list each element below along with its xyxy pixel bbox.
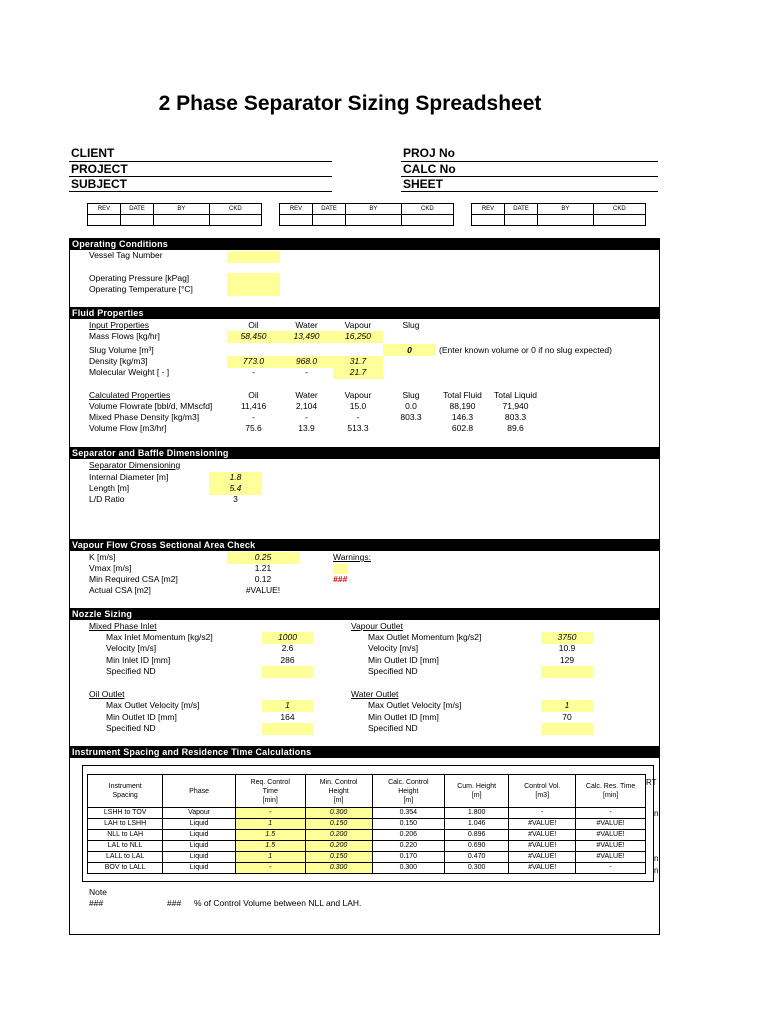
oil-outlet-heading: Oil Outlet (89, 689, 125, 699)
vessel-tag-input[interactable] (227, 251, 280, 263)
cell: 0.690 (445, 841, 509, 852)
calc-value: - (305, 412, 308, 422)
actual-csa-value: #VALUE! (245, 585, 281, 595)
cell: LALL to LAL (88, 852, 163, 863)
density-label: Density [kg/m3] (89, 356, 148, 366)
ld-ratio-value: 3 (233, 494, 238, 504)
cell: LAH to LSHH (88, 819, 163, 830)
cell: 0.354 (372, 808, 445, 819)
warning-cell-bg (333, 564, 348, 574)
cell: #VALUE! (509, 841, 576, 852)
max-inlet-label: Max Inlet Momentum [kg/s2] (106, 632, 213, 642)
vessel-tag-label: Vessel Tag Number (89, 250, 163, 260)
ckd-cell[interactable] (401, 215, 453, 226)
vapour-velocity-value: 10.9 (558, 643, 576, 653)
cell: #VALUE! (509, 830, 576, 841)
max-outlet-mom-label: Max Outlet Momentum [kg/s2] (368, 632, 482, 642)
cell: Liquid (163, 852, 236, 863)
water-outlet-heading: Water Outlet (351, 689, 399, 699)
min-csa-label: Min Required CSA [m2] (89, 574, 178, 584)
calc-value: 15.0 (349, 401, 367, 411)
mixed-velocity-label: Velocity [m/s] (106, 643, 157, 653)
cell: #VALUE! (509, 819, 576, 830)
rev-col: REV (472, 204, 505, 215)
cell: LAL to NLL (88, 841, 163, 852)
cell[interactable]: 0.200 (305, 830, 372, 841)
note-text: % of Control Volume between NLL and LAH. (194, 898, 362, 908)
th-phase: Phase (163, 775, 236, 808)
cell[interactable]: 1.5 (235, 830, 305, 841)
max-outlet-mom-value[interactable]: 3750 (557, 632, 577, 642)
client-label: CLIENT (71, 146, 115, 160)
mixed-specified-label: Specified ND (106, 666, 156, 676)
warning-value: ### (333, 574, 348, 584)
vmax-label: Vmax [m/s] (89, 563, 132, 573)
sheet-line (401, 191, 658, 192)
mw-oil: - (252, 367, 255, 377)
date-col: DATE (313, 204, 346, 215)
by-col: BY (346, 204, 402, 215)
col-water: Water (295, 320, 318, 330)
cell: #VALUE! (509, 863, 576, 874)
calc-value: 602.8 (451, 423, 474, 433)
calc-value: 88,190 (449, 401, 476, 411)
vmax-value: 1.21 (254, 563, 272, 573)
pressure-temperature-input[interactable] (227, 273, 280, 296)
max-inlet-value[interactable]: 1000 (278, 632, 297, 642)
calc-col-oil: Oil (248, 390, 259, 400)
cell: - (576, 863, 646, 874)
calc-value: 2,104 (295, 401, 318, 411)
water-min-outlet-label: Min Outlet ID [mm] (368, 712, 439, 722)
col-oil: Oil (248, 320, 259, 330)
cell: 0.170 (372, 852, 445, 863)
input-properties-heading: Input Properties (89, 320, 150, 330)
cell: - (509, 808, 576, 819)
rev-cell[interactable] (88, 215, 121, 226)
col-vapour: Vapour (344, 320, 372, 330)
vapour-min-outlet-value: 129 (559, 655, 575, 665)
cell: 0.470 (445, 852, 509, 863)
vapour-specified-input[interactable] (541, 666, 593, 678)
calc-value: 13.9 (298, 423, 315, 433)
ckd-col: CKD (209, 204, 261, 215)
actual-csa-label: Actual CSA [m2] (89, 585, 151, 595)
rev-col: REV (280, 204, 313, 215)
vapour-outlet-heading: Vapour Outlet (351, 621, 403, 631)
revision-table-3 (471, 203, 646, 226)
col-slug: Slug (402, 320, 420, 330)
density-water[interactable]: 968.0 (295, 356, 318, 366)
internal-diameter-label: Internal Diameter [m] (89, 472, 169, 482)
mass-flow-vapour[interactable]: 16,250 (345, 331, 371, 341)
calc-value: 803.3 (400, 412, 422, 422)
page-title: 2 Phase Separator Sizing Spreadsheet (158, 92, 542, 115)
note-a: ### (89, 898, 104, 908)
vapour-velocity-label: Velocity [m/s] (368, 643, 419, 653)
oil-min-outlet-value: 164 (280, 712, 295, 722)
table-row (88, 863, 646, 874)
note-label: Note (89, 887, 107, 897)
calc-col-slug: Slug (402, 390, 420, 400)
calc-col-vapour: Vapour (344, 390, 372, 400)
table-row (88, 830, 646, 841)
cell[interactable]: 0.300 (305, 863, 372, 874)
cell[interactable]: 0.150 (305, 819, 372, 830)
cell: BOV to LALL (88, 863, 163, 874)
mw-label: Molecular Weight [ - ] (89, 367, 170, 377)
table-row (88, 819, 646, 830)
calc-col-water: Water (295, 390, 318, 400)
calc-value: 803.3 (504, 412, 527, 422)
date-cell[interactable] (121, 215, 154, 226)
ld-ratio-label: L/D Ratio (89, 494, 125, 504)
min-csa-value: 0.12 (254, 574, 272, 584)
calc-value: 11,416 (240, 401, 267, 411)
section-operating-conditions: Operating Conditions (69, 238, 659, 250)
cell: Liquid (163, 863, 236, 874)
mass-flow-oil[interactable]: 58,450 (240, 331, 267, 341)
cell: NLL to LAH (88, 830, 163, 841)
table-row (88, 841, 646, 852)
temperature-label: Operating Temperature [°C] (89, 284, 193, 294)
cell: 0.300 (372, 863, 445, 874)
rev-cell[interactable] (472, 215, 505, 226)
calc-value: 146.3 (451, 412, 474, 422)
th-cum-height: Cum. Height [m] (445, 775, 509, 808)
cell: 1.800 (445, 808, 509, 819)
cell: 0.896 (445, 830, 509, 841)
cell: Liquid (163, 830, 236, 841)
mixed-velocity-value: 2.6 (281, 643, 294, 653)
calc-value: 0.0 (405, 401, 417, 411)
length-label: Length [m] (89, 483, 130, 493)
calc-value: 89.6 (507, 423, 524, 433)
th-control-vol: Control Vol. [m3] (509, 775, 576, 808)
oil-max-vel-value[interactable]: 1 (285, 700, 290, 710)
th-min-control-height: Min. Control Height [m] (305, 775, 372, 808)
oil-max-vel-label: Max Outlet Velocity [m/s] (106, 700, 200, 710)
proj-no-label: PROJ No (403, 146, 456, 160)
th-calc-control-height: Calc. Control Height [m] (372, 775, 445, 808)
vapour-min-outlet-label: Min Outlet ID [mm] (368, 655, 439, 665)
ckd-cell[interactable] (593, 215, 645, 226)
subject-label: SUBJECT (71, 177, 128, 191)
note-b: ### (167, 898, 182, 908)
clipped-text: RT (646, 778, 657, 787)
cell[interactable]: 1 (235, 852, 305, 863)
mw-vapour[interactable]: 21.7 (349, 367, 367, 377)
calc-no-label: CALC No (403, 162, 456, 176)
mw-water: - (305, 367, 308, 377)
calc-value: 513.3 (347, 423, 369, 433)
revision-table-1 (87, 203, 262, 226)
cell: 0.300 (445, 863, 509, 874)
by-col: BY (538, 204, 594, 215)
internal-diameter-value[interactable]: 1.8 (229, 472, 242, 482)
calc-value: - (252, 412, 255, 422)
rev-cell[interactable] (280, 215, 313, 226)
calc-value: 75.6 (245, 423, 262, 433)
by-cell[interactable] (154, 215, 210, 226)
table-row (88, 852, 646, 863)
clipped-mark: n (654, 866, 659, 875)
min-inlet-label: Min Inlet ID [mm] (106, 655, 171, 665)
cell[interactable]: - (235, 808, 305, 819)
k-value[interactable]: 0.25 (254, 552, 272, 562)
cell[interactable]: 0.200 (305, 841, 372, 852)
by-cell[interactable] (538, 215, 594, 226)
section-separator: Separator and Baffle Dimensioning (69, 447, 659, 459)
slug-volume-label: Slug Volume [m³] (89, 345, 154, 355)
th-instrument-spacing: Instrument Spacing (88, 775, 163, 808)
calc-value: - (356, 412, 360, 422)
instrument-table (87, 774, 646, 874)
clipped-mark: n (654, 854, 659, 863)
cell: #VALUE! (509, 852, 576, 863)
revision-table-2 (279, 203, 454, 226)
oil-specified-input[interactable] (262, 723, 313, 735)
volume-flow-label: Volume Flow [m3/hr] (89, 423, 167, 433)
section-fluid-properties: Fluid Properties (69, 307, 659, 319)
by-col: BY (154, 204, 210, 215)
cell: #VALUE! (576, 819, 646, 830)
cell: Liquid (163, 819, 236, 830)
water-max-vel-value[interactable]: 1 (564, 700, 570, 710)
subject-line (69, 191, 332, 192)
ckd-col: CKD (593, 204, 645, 215)
clipped-mark: n (654, 809, 659, 818)
rev-col: REV (88, 204, 121, 215)
separator-dimensioning-heading: Separator Dimensioning (89, 460, 181, 470)
table-row (88, 808, 646, 819)
oil-specified-label: Specified ND (106, 723, 156, 733)
cell: 0.150 (372, 819, 445, 830)
th-calc-res-time: Calc. Res. Time [min] (576, 775, 646, 808)
cell: 0.206 (372, 830, 445, 841)
date-cell[interactable] (505, 215, 538, 226)
project-label: PROJECT (71, 162, 128, 176)
cell: - (576, 808, 646, 819)
k-label: K [m/s] (89, 552, 116, 562)
calc-col-total-liquid: Total Liquid (493, 390, 537, 400)
cell[interactable]: - (235, 863, 305, 874)
cell: Liquid (163, 841, 236, 852)
cell: 1.046 (445, 819, 509, 830)
cell: #VALUE! (576, 841, 646, 852)
calc-value: 71,940 (502, 401, 529, 411)
cell[interactable]: 1 (235, 819, 305, 830)
vapour-specified-label: Specified ND (368, 666, 418, 676)
water-specified-label: Specified ND (368, 723, 418, 733)
water-min-outlet-value: 70 (562, 712, 572, 722)
sheet-label: SHEET (403, 177, 444, 191)
water-specified-input[interactable] (541, 723, 593, 735)
cell[interactable]: 1.5 (235, 841, 305, 852)
length-value[interactable]: 5.4 (229, 483, 242, 493)
th-req-control-time: Req. Control Time [min] (235, 775, 305, 808)
by-cell[interactable] (346, 215, 402, 226)
oil-min-outlet-label: Min Outlet ID [mm] (106, 712, 177, 722)
ckd-col: CKD (401, 204, 453, 215)
date-col: DATE (505, 204, 538, 215)
density-oil[interactable]: 773.0 (242, 356, 265, 366)
calc-col-total-fluid: Total Fluid (443, 390, 482, 400)
date-cell[interactable] (313, 215, 346, 226)
section-instrument-spacing: Instrument Spacing and Residence Time Calculations (69, 746, 659, 758)
cell: #VALUE! (576, 852, 646, 863)
warnings-label: Warnings: (333, 552, 371, 562)
date-col: DATE (121, 204, 154, 215)
slug-note: (Enter known volume or 0 if no slug expected) (439, 345, 612, 355)
cell: LSHH to TOV (88, 808, 163, 819)
pressure-label: Operating Pressure [kPag] (89, 273, 190, 283)
volume-flowrate-label: Volume Flowrate [bbl/d, MMscfd] (89, 401, 213, 411)
mixed-density-label: Mixed Phase Density [kg/m3] (89, 412, 200, 422)
min-inlet-value: 286 (280, 655, 295, 665)
cell: 0.220 (372, 841, 445, 852)
mixed-phase-heading: Mixed Phase Inlet (89, 621, 157, 631)
mixed-specified-input[interactable] (262, 666, 313, 678)
calculated-properties-heading: Calculated Properties (89, 390, 171, 400)
section-nozzle-sizing: Nozzle Sizing (69, 608, 659, 620)
slug-volume-value[interactable]: 0 (407, 345, 412, 355)
section-vapour-flow: Vapour Flow Cross Sectional Area Check (69, 539, 659, 551)
density-vapour[interactable]: 31.7 (349, 356, 367, 366)
cell: Vapour (163, 808, 236, 819)
cell: #VALUE! (576, 830, 646, 841)
water-max-vel-label: Max Outlet Velocity [m/s] (368, 700, 462, 710)
cell[interactable]: 0.150 (305, 852, 372, 863)
mass-flows-label: Mass Flows [kg/hr] (89, 331, 160, 341)
ckd-cell[interactable] (209, 215, 261, 226)
cell[interactable]: 0.300 (305, 808, 372, 819)
mass-flow-water[interactable]: 13,490 (293, 331, 320, 341)
